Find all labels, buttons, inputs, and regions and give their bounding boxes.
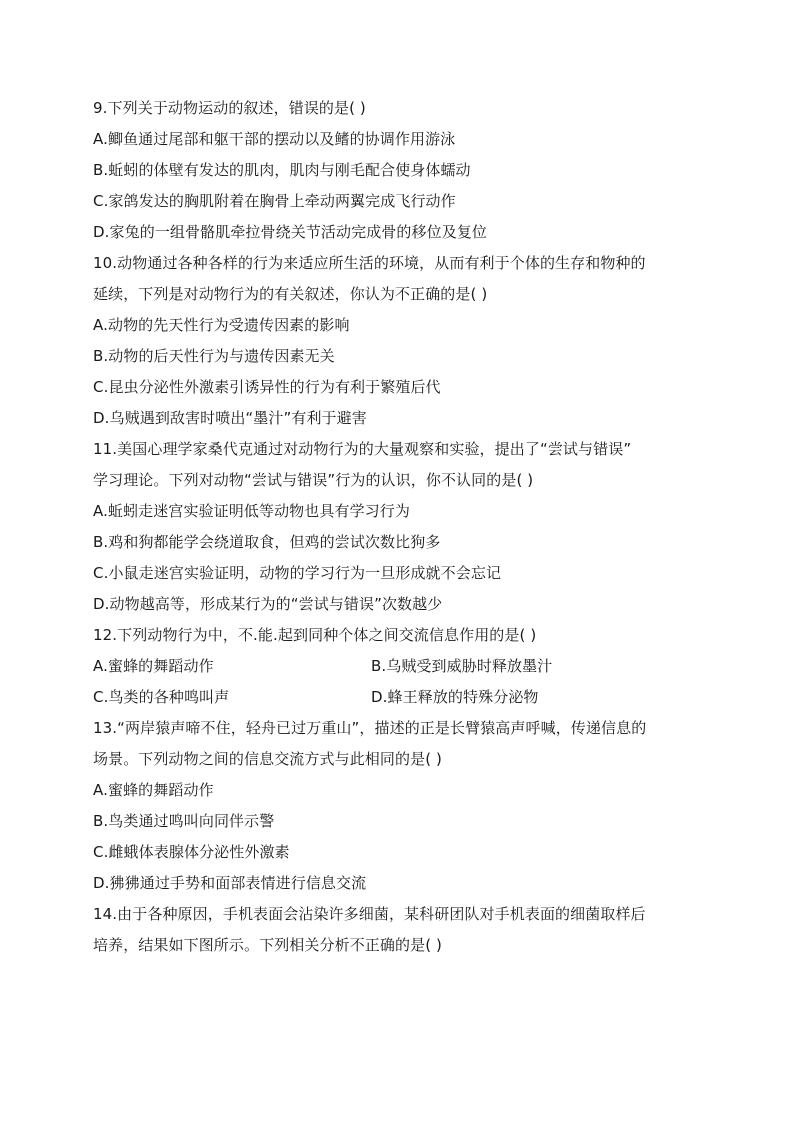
question-12-stem bbox=[93, 620, 703, 651]
question-13-stem-line-2: 场景。下列动物之间的信息交流方式与此相同的是( ) bbox=[93, 750, 442, 768]
question-10-stem-line-2: 延续，下列是对动物行为的有关叙述，你认为不正确的是( ) bbox=[93, 285, 488, 303]
question-12-option-row-1 bbox=[93, 651, 703, 682]
question-number: 12. bbox=[93, 626, 118, 644]
question-12-option-a: A.蜜蜂的舞蹈动作 bbox=[93, 657, 214, 675]
question-12-option-c: C.鸟类的各种鸣叫声 bbox=[93, 688, 230, 706]
question-13-option-b: B.鸟类通过鸣叫向同伴示警 bbox=[93, 812, 275, 830]
question-14-stem-line-2: 培养，结果如下图所示。下列相关分析不正确的是( ) bbox=[93, 936, 442, 954]
question-number: 14. bbox=[93, 905, 118, 923]
question-11-option-d: D.动物越高等，形成某行为的“尝试与错误”次数越少 bbox=[93, 595, 443, 613]
question-12-option-d: D.蜂王释放的特殊分泌物 bbox=[371, 688, 539, 706]
question-text: 下列关于动物运动的叙述，错误的是( ) bbox=[107, 99, 366, 117]
question-text: 下列动物行为中，不.能.起到同种个体之间交流信息作用的是( ) bbox=[117, 626, 537, 644]
question-14-stem-line-1 bbox=[93, 899, 703, 930]
question-12-option-b: B.乌贼受到威胁时释放墨汁 bbox=[371, 657, 553, 675]
question-number: 10. bbox=[93, 254, 118, 272]
question-number: 13. bbox=[93, 719, 118, 737]
question-9-stem bbox=[93, 93, 703, 124]
question-9-option-b: B.蚯蚓的体壁有发达的肌肉，肌肉与刚毛配合使身体蠕动 bbox=[93, 161, 471, 179]
question-11-option-c: C.小鼠走迷宫实验证明，动物的学习行为一旦形成就不会忘记 bbox=[93, 564, 502, 582]
question-text: “两岸猿声啼不住，轻舟已过万重山”，描述的正是长臂猿高声呼喊，传递信息的 bbox=[117, 719, 647, 737]
question-13-option-a: A.蜜蜂的舞蹈动作 bbox=[93, 781, 214, 799]
question-number: 9. bbox=[93, 99, 108, 117]
question-10-option-b: B.动物的后天性行为与遗传因素无关 bbox=[93, 347, 335, 365]
question-11-stem-line-1 bbox=[93, 434, 703, 465]
question-number: 11. bbox=[93, 440, 118, 458]
question-text: 动物通过各种各样的行为来适应所生活的环境，从而有利于个体的生存和物种的 bbox=[117, 254, 646, 272]
question-11-option-a: A.蚯蚓走迷宫实验证明低等动物也具有学习行为 bbox=[93, 502, 410, 520]
question-13-option-c: C.雌蛾体表腺体分泌性外激素 bbox=[93, 843, 290, 861]
question-11-stem-line-2: 学习理论。下列对动物“尝试与错误”行为的认识，你不认同的是( ) bbox=[93, 471, 534, 489]
question-11-option-b: B.鸡和狗都能学会绕道取食，但鸡的尝试次数比狗多 bbox=[93, 533, 441, 551]
question-13-option-d: D.狒狒通过手势和面部表情进行信息交流 bbox=[93, 874, 367, 892]
question-10-option-d: D.乌贼遇到敌害时喷出“墨汁”有利于避害 bbox=[93, 409, 367, 427]
question-text: 美国心理学家桑代克通过对动物行为的大量观察和实验，提出了“尝试与错误” bbox=[117, 440, 632, 458]
question-13-stem-line-1 bbox=[93, 713, 703, 744]
question-9-option-a: A.鲫鱼通过尾部和躯干部的摆动以及鳍的协调作用游泳 bbox=[93, 130, 456, 148]
question-list bbox=[93, 93, 703, 961]
question-9-option-c: C.家鸽发达的胸肌附着在胸骨上牵动两翼完成飞行动作 bbox=[93, 192, 456, 210]
question-10-option-c: C.昆虫分泌性外激素引诱异性的行为有利于繁殖后代 bbox=[93, 378, 441, 396]
question-10-option-a: A.动物的先天性行为受遗传因素的影响 bbox=[93, 316, 350, 334]
question-9-option-d: D.家兔的一组骨骼肌牵拉骨绕关节活动完成骨的移位及复位 bbox=[93, 223, 488, 241]
question-text: 由于各种原因，手机表面会沾染许多细菌，某科研团队对手机表面的细菌取样后 bbox=[117, 905, 646, 923]
question-10-stem-line-1 bbox=[93, 248, 703, 279]
question-12-option-row-2 bbox=[93, 682, 703, 713]
